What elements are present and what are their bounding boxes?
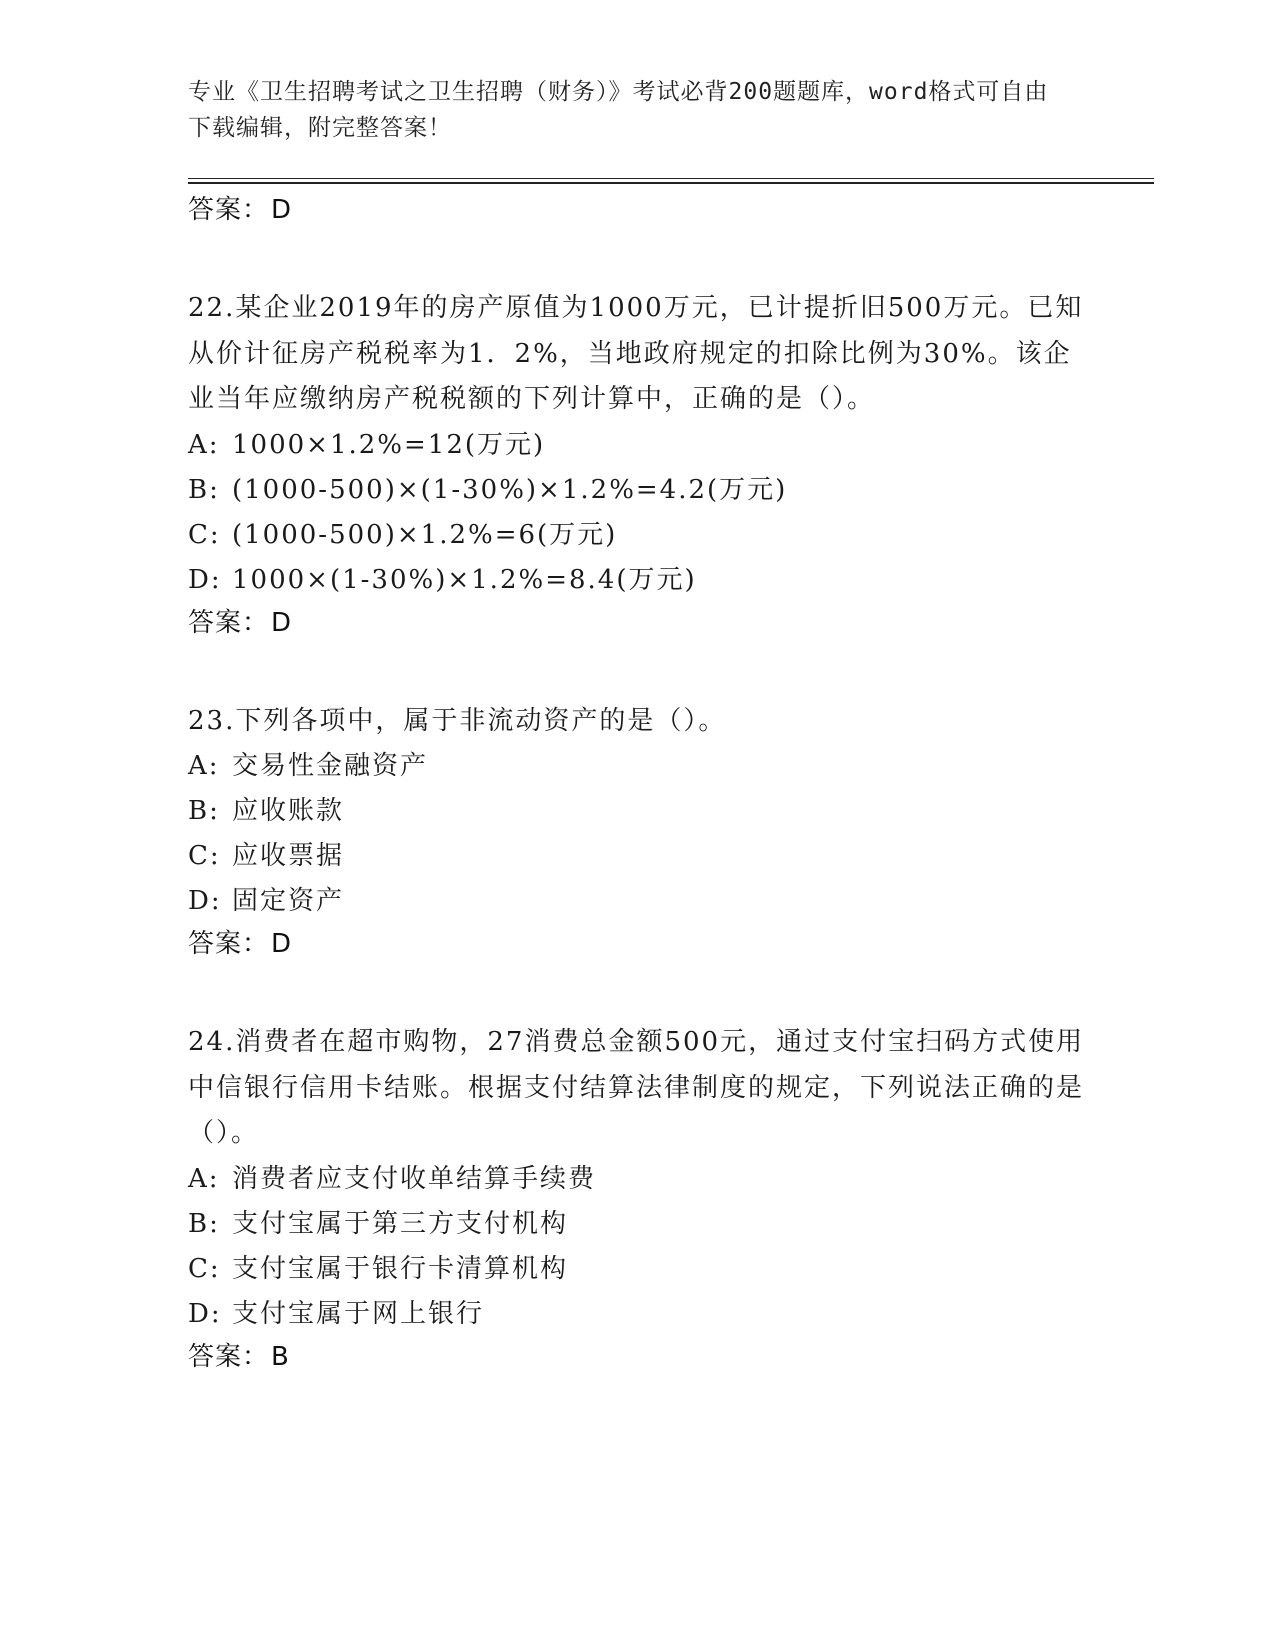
option-b (188, 1202, 1088, 1247)
option-text: 支付宝属于网上银行 (232, 1298, 485, 1329)
question-text (188, 1020, 1088, 1157)
option-d (188, 558, 1088, 603)
header-rule-thick (188, 182, 1154, 184)
option-key: D: (188, 1298, 222, 1329)
document-body (188, 192, 1088, 1375)
question-text (188, 286, 1088, 423)
option-text: 应收账款 (232, 796, 345, 826)
option-c (188, 834, 1088, 879)
option-b (188, 789, 1088, 834)
answer-label: 答案： (188, 929, 270, 959)
option-key: A: (188, 1163, 220, 1194)
option-text: (1000-500)×1.2%=6(万元) (232, 519, 618, 550)
question-stem: 下列各项中，属于非流动资产的是（）。 (235, 705, 727, 736)
question-answer (188, 1339, 1088, 1375)
option-d (188, 879, 1088, 924)
question-number: 24. (188, 1027, 236, 1057)
answer-value: D (271, 607, 293, 638)
option-d (188, 1292, 1088, 1337)
option-text: 应收票据 (232, 841, 345, 871)
option-key: D: (188, 564, 222, 595)
option-key: B: (188, 1208, 220, 1239)
question-stem: 消费者在超市购物，27消费总金额500元，通过支付宝扫码方式使用中信银行信用卡结账。根据支付结算法律制度的规定，下列说法正确的是（）。 (188, 1027, 1085, 1148)
answer-label: 答案： (188, 195, 270, 225)
option-text: 消费者应支付收单结算手续费 (232, 1163, 597, 1194)
option-key: C: (188, 841, 221, 871)
option-key: C: (188, 519, 221, 550)
option-a (188, 1157, 1088, 1202)
answer-label: 答案： (188, 607, 270, 638)
answer-value: D (271, 929, 293, 959)
question-text (188, 699, 1088, 745)
option-b (188, 468, 1088, 513)
option-key: C: (188, 1253, 221, 1284)
option-c (188, 513, 1088, 558)
option-text: 固定资产 (232, 886, 345, 916)
header-rule-thin (188, 178, 1154, 179)
question-answer (188, 605, 1088, 641)
option-a (188, 423, 1088, 468)
question-24 (188, 1020, 1088, 1375)
option-key: B: (188, 796, 220, 826)
option-key: D: (188, 886, 222, 916)
previous-answer (188, 192, 1088, 228)
option-key: A: (188, 751, 220, 781)
option-text: 交易性金融资产 (232, 751, 429, 781)
option-text: 1000×(1-30%)×1.2%=8.4(万元) (232, 564, 697, 595)
answer-value: B (271, 1341, 290, 1372)
question-stem: 某企业2019年的房产原值为1000万元，已计提折旧500万元。已知从价计征房产税税率为1．2%，当地政府规定的扣除比例为30%。该企业当年应缴纳房产税税额的下列计算中，正确的是（）。 (188, 293, 1084, 414)
document-header: 专业《卫生招聘考试之卫生招聘（财务）》考试必背200题题库，word格式可自由下载编辑，附完整答案！ (188, 79, 1049, 141)
option-c (188, 1247, 1088, 1292)
option-key: A: (188, 429, 220, 460)
answer-value: D (271, 195, 293, 225)
option-text: 1000×1.2%=12(万元) (232, 429, 546, 460)
answer-label: 答案： (188, 1341, 270, 1372)
question-number: 23. (188, 705, 236, 736)
question-number: 22. (188, 293, 236, 323)
option-key: B: (188, 474, 220, 505)
question-23 (188, 699, 1088, 963)
question-22 (188, 286, 1088, 641)
option-text: 支付宝属于第三方支付机构 (232, 1208, 569, 1239)
option-a (188, 744, 1088, 789)
option-text: 支付宝属于银行卡清算机构 (232, 1253, 569, 1284)
question-answer (188, 926, 1088, 962)
option-text: (1000-500)×(1-30%)×1.2%=4.2(万元) (232, 474, 788, 505)
